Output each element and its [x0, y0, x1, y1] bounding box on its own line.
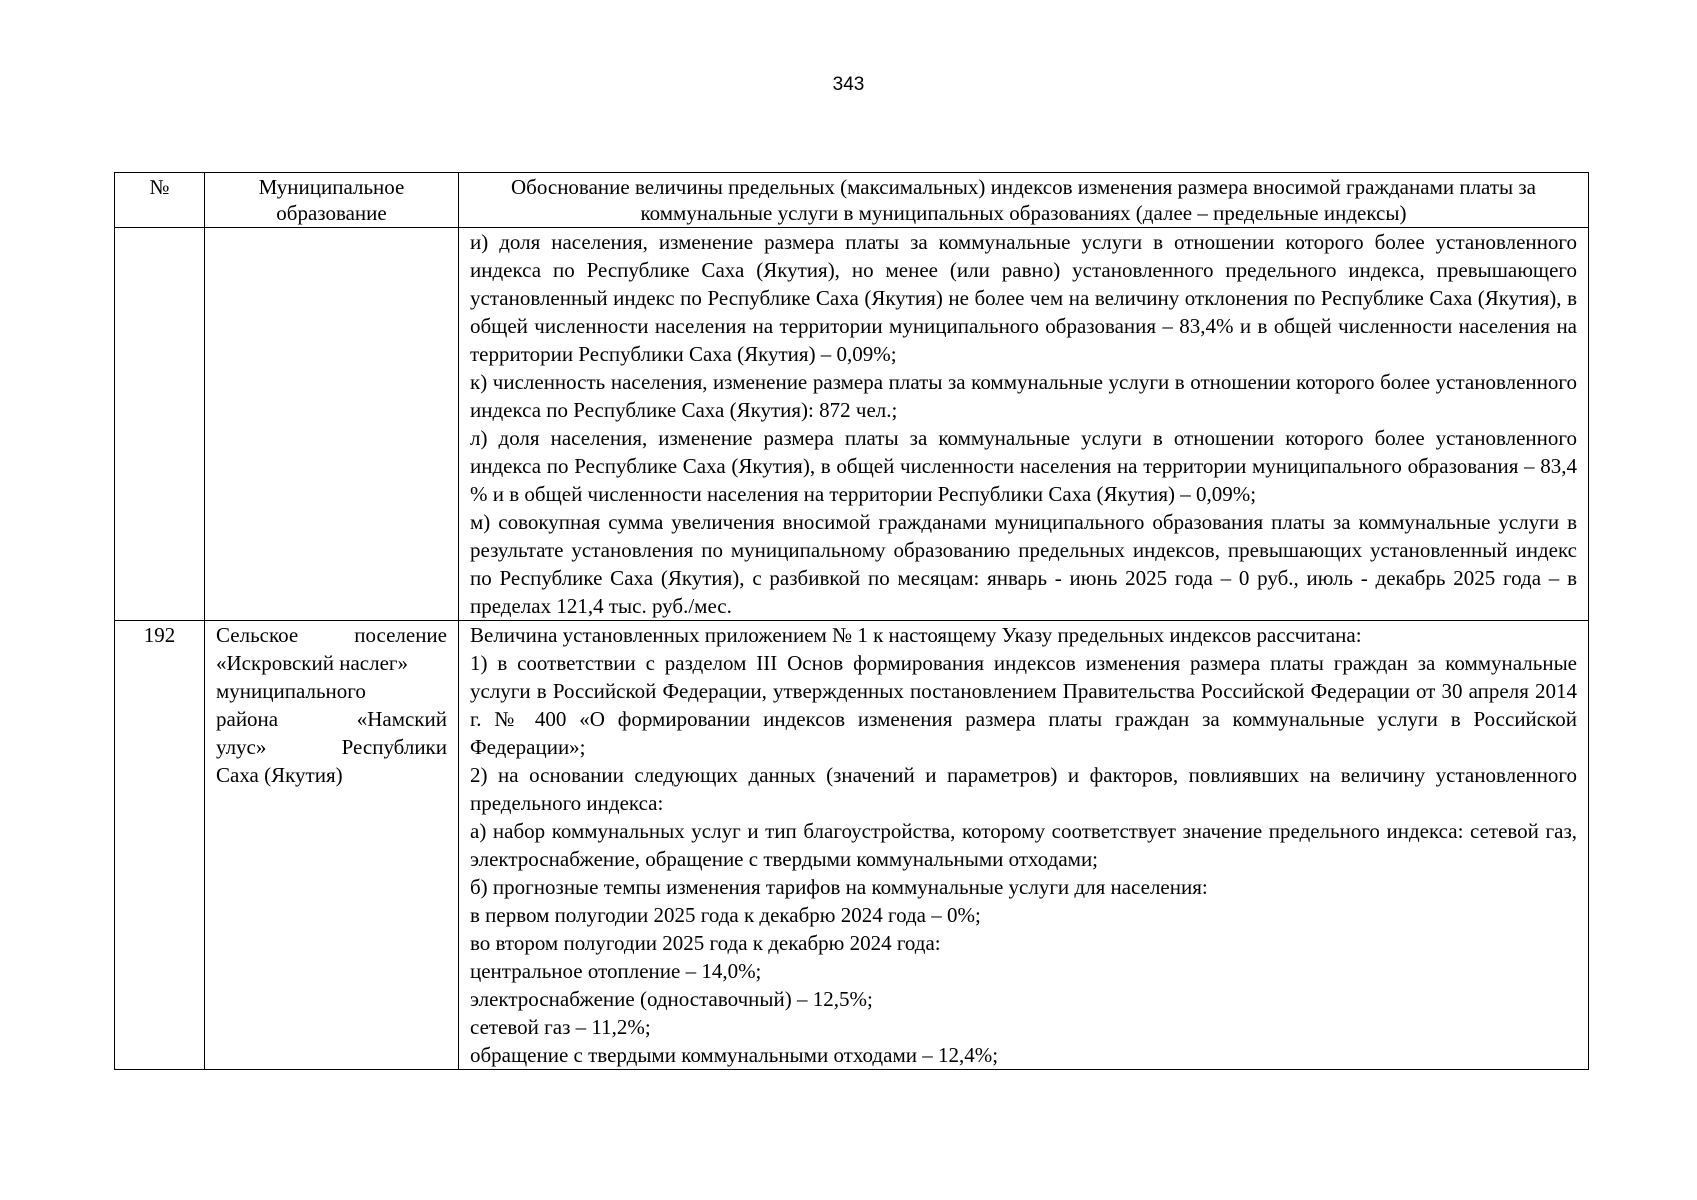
tariff-heating: центральное отопление – 14,0%;	[470, 959, 762, 983]
municipality-line: муниципального	[216, 679, 366, 703]
row-justification	[459, 621, 1589, 1070]
justification-table	[114, 172, 1589, 1070]
tariff-waste: обращение с твердыми коммунальными отходами – 12,4%;	[470, 1043, 999, 1067]
paragraph-1: 1) в соответствии с разделом III Основ формирования индексов изменения размера платы граждан за коммунальные услуги в Российской Федерации, утвержденных постановлением Правительства Российской Федерации от 30 апреля 2014 г. № 400 «О формировании индексов изменения размера платы граждан за коммунальные услуги в Российской Федерации»;	[470, 651, 1577, 759]
tariff-second-half: во втором полугодии 2025 года к декабрю 2024 года:	[470, 931, 941, 955]
table-row	[115, 621, 1589, 1070]
tariff-electricity: электроснабжение (одноставочный) – 12,5%;	[470, 987, 873, 1011]
table-row	[115, 228, 1589, 621]
municipality-line: улус» Республики	[216, 735, 447, 759]
row-number	[115, 228, 205, 621]
row-municipality	[205, 621, 459, 1070]
municipality-line: Сельское поселение	[216, 623, 447, 647]
row-justification	[459, 228, 1589, 621]
paragraph-i: и) доля населения, изменение размера платы за коммунальные услуги в отношении которого более установленного индекса по Республике Саха (Якутия), но менее (или равно) установленного предельного индекса, превышающего установленный индекс по Республике Саха (Якутия) не более чем на величину отклонения по Республике Саха (Якутия), в общей численности населения на территории муниципального образования – 83,4% и в общей численности населения на территории Республики Саха (Якутия) – 0,09%;	[470, 230, 1577, 366]
header-justification: Обоснование величины предельных (максимальных) индексов изменения размера вносимой гражданами платы за коммунальные услуги в муниципальных образованиях (далее – предельные индексы)	[459, 173, 1589, 228]
municipality-line: «Искровский наслег»	[216, 651, 409, 675]
paragraph-l: л) доля населения, изменение размера платы за коммунальные услуги в отношении которого более установленного индекса по Республике Саха (Якутия), в общей численности населения на территории муниципального образования – 83,4 % и в общей численности населения на территории Республики Саха (Якутия) – 0,09%;	[470, 426, 1577, 506]
paragraph-m: м) совокупная сумма увеличения вносимой гражданами муниципального образования платы за коммунальные услуги в результате установления по муниципальному образованию предельных индексов, превышающих установленный индекс по Республике Саха (Якутия), с разбивкой по месяцам: январь - июнь 2025 года – 0 руб., июль - декабрь 2025 года – в пределах 121,4 тыс. руб./мес.	[470, 510, 1577, 618]
table-header-row	[115, 173, 1589, 228]
paragraph-b: б) прогнозные темпы изменения тарифов на коммунальные услуги для населения:	[470, 875, 1208, 899]
page-number: 343	[832, 74, 865, 95]
paragraph-intro: Величина установленных приложением № 1 к настоящему Указу предельных индексов рассчитана:	[470, 623, 1362, 647]
paragraph-a: а) набор коммунальных услуг и тип благоустройства, которому соответствует значение предельного индекса: сетевой газ, электроснабжение, обращение с твердыми коммунальными отходами;	[470, 819, 1577, 871]
tariff-gas: сетевой газ – 11,2%;	[470, 1015, 651, 1039]
row-number: 192	[115, 621, 205, 1070]
paragraph-k: к) численность населения, изменение размера платы за коммунальные услуги в отношении которого более установленного индекса по Республике Саха (Якутия): 872 чел.;	[470, 370, 1577, 422]
header-number: №	[115, 173, 205, 228]
tariff-first-half: в первом полугодии 2025 года к декабрю 2024 года – 0%;	[470, 903, 981, 927]
municipality-line: Саха (Якутия)	[216, 763, 343, 787]
municipality-line: района «Намский	[216, 707, 447, 731]
row-municipality	[205, 228, 459, 621]
paragraph-2: 2) на основании следующих данных (значений и параметров) и факторов, повлиявших на величину установленного предельного индекса:	[470, 763, 1577, 815]
header-municipality: Муниципальное образование	[205, 173, 459, 228]
